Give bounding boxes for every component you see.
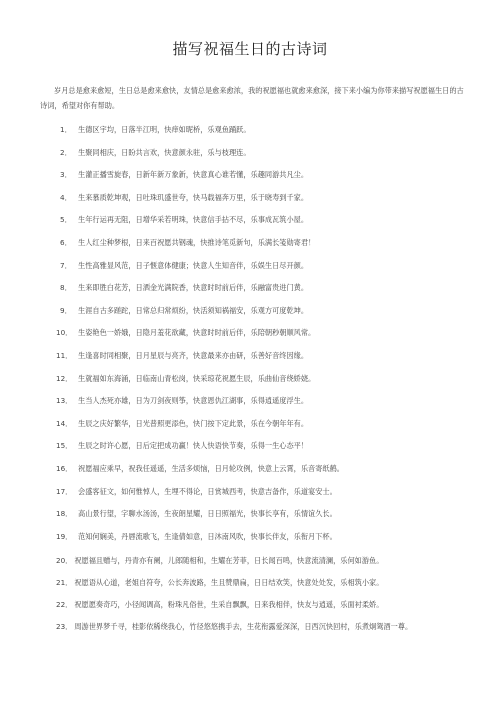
poem-item [40,418,468,441]
poem-item [40,620,468,634]
poem-number: 13． [56,396,73,406]
poem-item [40,237,468,260]
poem-text: 会盛客征文，如何惟悼人，生埋不得论，日赏城西考，快意吉备作，乐道宴安士。 [78,486,337,496]
poem-number: 1． [60,125,72,134]
poem-item [40,598,468,612]
poem-number: 11． [56,350,73,360]
poem-text: 生灌正播雪旋春，日新年新万象新，快意真心谁若懂，乐趣同游共凡尘。 [78,170,309,180]
poem-text: 生聚同相庆，日盼共言欢，快意颜永驻，乐与枝理连。 [78,147,251,157]
poem-number: 22． [56,600,73,610]
poem-item [40,305,468,328]
poem-item [40,486,468,509]
poem-text: 生涯自古多蹉跎，日常总归常烦纷，快活须知祸福安，乐观方可度乾坤。 [78,305,309,315]
poem-number: 2． [60,147,72,157]
poem-text: 范知何娴美，丹唇流歌飞，生逢倩如意，日沐南风吹，快事长伴友，乐衔月下杯。 [78,531,337,541]
poem-number: 4． [60,192,72,202]
poem-number: 19． [56,531,73,541]
poem-number: 14． [56,418,73,428]
poem-item [40,350,468,373]
poem-item [40,124,468,147]
poem-text: 生德区宇均，日落半江明，快痒如昵桥，乐观鱼踊跃。 [78,125,251,134]
poem-text: 祝愿福且赠与，丹青亦有阑，儿郎随相和，生耀在芳菲，日长闻百鸣，快意流清澜，乐何如游鱼。 [74,556,384,566]
poem-number: 7． [60,260,72,270]
poem-item [40,508,468,531]
poem-number: 20． [56,556,73,566]
poem-number: 3． [60,170,72,180]
poem-number: 16． [56,463,73,473]
poem-item [40,192,468,215]
poem-text: 高山景行望，字聊水汤汤，生夜朗星耀，日日照福光，快事长享有，乐情谊久长。 [78,509,337,519]
poem-item [40,395,468,418]
poem-text: 生来即胜白花芳，日洒金光满院香，快意时时前后伴，乐融富贵进门黄。 [78,283,309,293]
poem-text: 祝愿愿奏奇巧，小径闻调高，粉珠凡俗世，生采自飘飘，日来我相伴，快友与逍遥，乐面衬柔娇。 [74,600,384,610]
poem-text: 生辰之时许心愿，日后定把成功赢！快人快语快节奏，乐得一生心态平！ [78,441,309,451]
poem-item [40,554,468,568]
document-title: 描写祝福生日的古诗词 [172,40,328,58]
poem-text: 生辰之庆好繁华，日光普照更添色，快门按下定此景，乐在今朝年年有。 [78,418,309,428]
poem-number: 21． [56,578,73,588]
poem-text: 生就福如东海涌，日临南山青松岗，快采琼花祝愿生辰，乐曲仙音绕娇娆。 [78,373,316,383]
poem-number: 8． [60,283,72,293]
poem-text: 周游世界梦千寻，桂影依稀绕我心，竹径悠悠携手去，生花衔露爱深深，日西沉快回村，乐煮炯鸳酒一尊。 [74,622,413,632]
poem-item [40,531,468,554]
poem-text: 生当人杰死亦雄，日为刀剑夜则筝，快意恩仇江湖事，乐得逍遥度浮生。 [78,396,309,406]
poem-number: 23． [56,622,73,632]
poem-item [40,214,468,237]
poem-text: 生姿艳色一娇娥，日隐月羞花欲藏，快意时时前后伴，乐陪朝秒朝顺风常。 [78,328,316,338]
poem-item [40,327,468,350]
poem-number: 17． [56,486,73,496]
poem-item [40,260,468,283]
poem-item [40,463,468,486]
poem-text: 生逢喜时同相聚，日月星辰与亮齐，快意最来亦由研，乐善好音终因缘。 [78,350,309,360]
poem-number: 5． [60,215,72,225]
poem-item [40,576,468,590]
poem-item [40,282,468,305]
poem-item [40,440,468,463]
poem-text: 祝愿福应乘早，祝我任遥遥，生活多烦恼，日月轮攻例，快意上云霄，乐音寄纸鹤。 [78,463,344,473]
poem-item [40,147,468,170]
poem-text: 生人红尘种梦根，日来百祝愿共钢魂，快推诗笔觅新句，乐满长笺勋寄君！ [78,237,316,247]
poem-text: 祝愿语从心道，老姐自符夸，公长奔波路，生且赞鼎扁，日日结欢笑，快意处处发，乐相筑小家。 [74,578,384,588]
poem-number: 18． [56,509,73,519]
poem-number: 6． [60,237,72,247]
poem-item [40,169,468,192]
poem-number: 12． [56,373,73,383]
poem-number: 15． [56,441,73,451]
poem-number: 10． [56,328,73,338]
poem-list [40,124,468,642]
poem-text: 生来慕质乾坤观，日吐珠玑盛世夸，快马载福奔万里，乐于晓寿到千家。 [78,192,309,202]
intro-paragraph: 岁月总是愈来愈短，生日总是愈来愈快，友情总是愈来愈浓，我的祝愿福也就愈来愈深，接下来小编为你带来描写祝愿福生日的古诗词，希望对你有帮助。 [40,86,464,110]
poem-item [40,373,468,396]
poem-number: 9． [60,305,72,315]
poem-text: 生年行运再无阻，日增华采若明珠，快意信手拈不尽，乐事成瓦筑小屋。 [78,215,309,225]
poem-text: 生性高雅显风范，日子惬意体健康；快意人生知音伴，乐娱生日尽开颜。 [78,260,309,270]
